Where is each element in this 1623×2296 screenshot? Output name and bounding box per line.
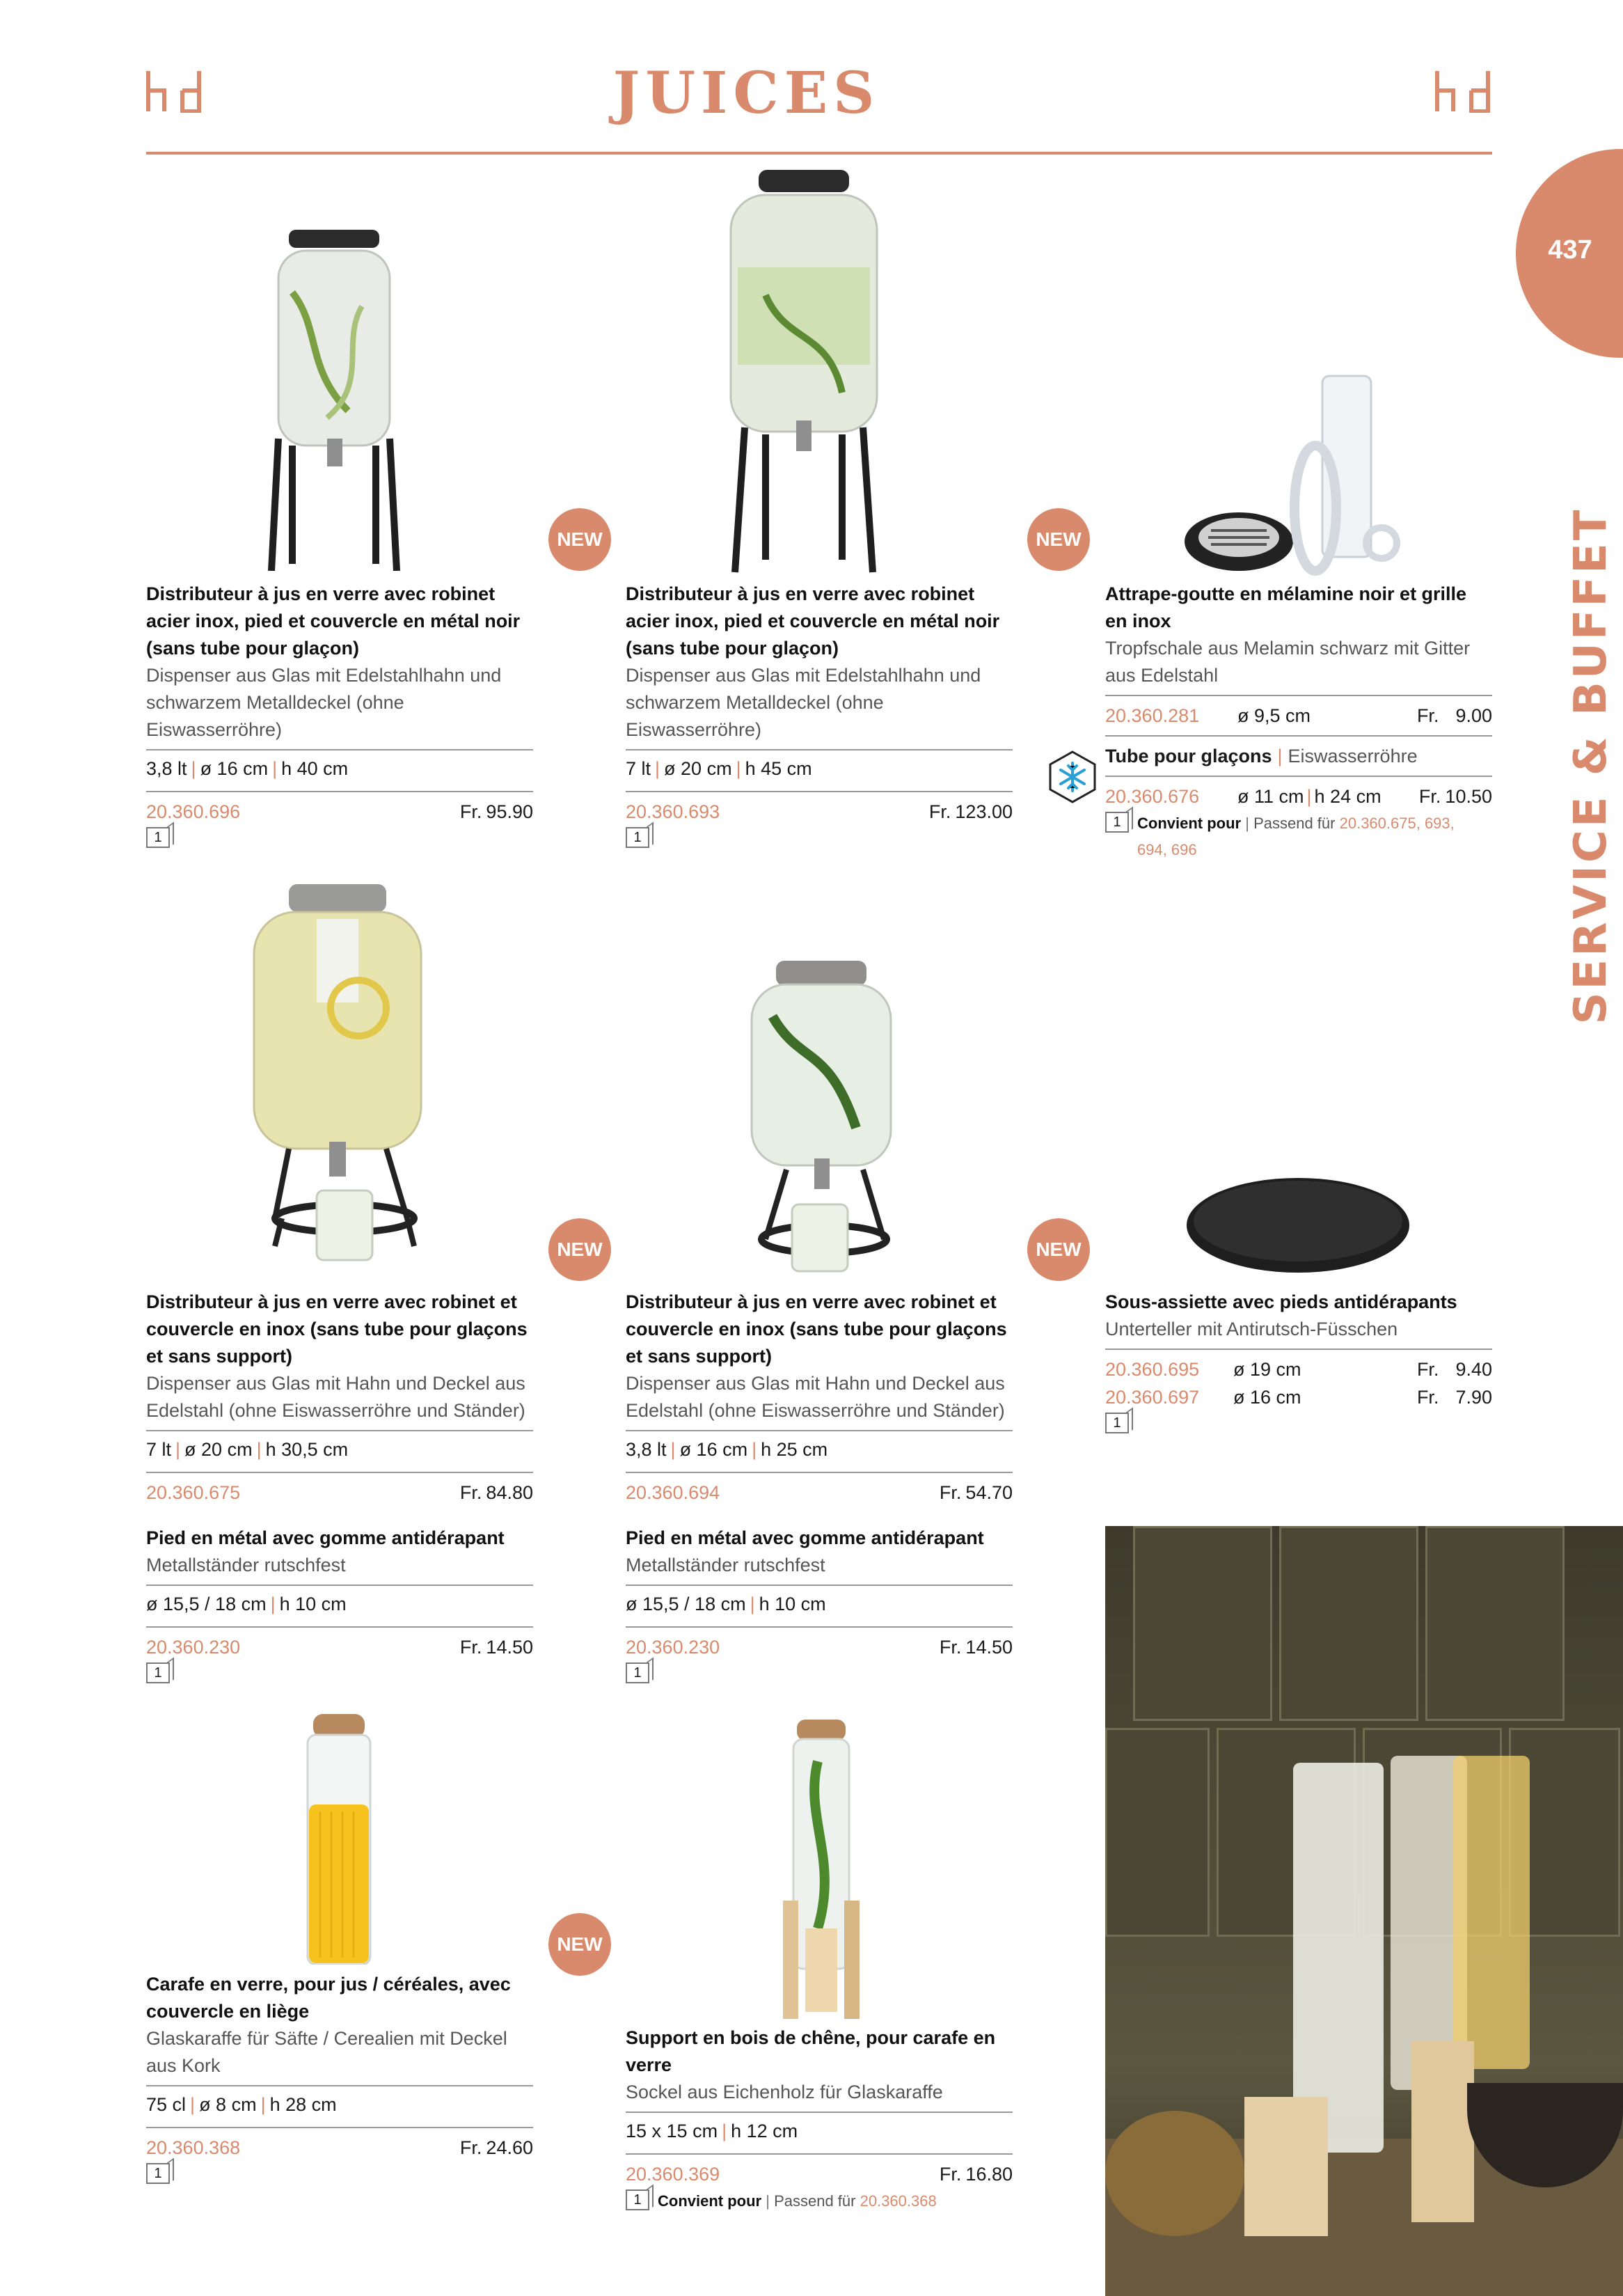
pack-qty-icon: 1 bbox=[626, 1662, 649, 1683]
product-oak-stand bbox=[626, 2024, 1013, 2215]
product-title-de: Sockel aus Eichenholz für Glaskaraffe bbox=[626, 2082, 943, 2102]
product-dispenser-3-8l-inox bbox=[626, 1289, 1013, 1683]
page-number: 437 bbox=[1548, 235, 1592, 265]
stand-price-row: 20.360.230 Fr. 14.50 bbox=[146, 1626, 533, 1661]
article-number: 20.360.694 bbox=[626, 1482, 720, 1503]
new-badge-2: NEW bbox=[1027, 508, 1090, 571]
price: 123.00 bbox=[955, 801, 1013, 822]
compatibility-note: 1 Convient pour | Passend für 20.360.368 bbox=[626, 2188, 1013, 2215]
lifestyle-photo bbox=[1105, 1526, 1623, 2296]
product-spec: 3,8 lt | ø 16 cm | h 25 cm bbox=[626, 1430, 1013, 1466]
price-row: 20.360.696 Fr. 95.90 bbox=[146, 791, 533, 826]
dimension: ø 9,5 cm bbox=[1237, 705, 1311, 726]
article-number: 20.360.693 bbox=[626, 801, 720, 822]
price: 95.90 bbox=[486, 801, 533, 822]
price-row-2: 20.360.697 ø 16 cm Fr. 7.90 bbox=[1105, 1383, 1492, 1411]
article-number: 20.360.676 bbox=[1105, 786, 1200, 807]
product-title-de: Tropfschale aus Melamin schwarz mit Gitter aus Edelstahl bbox=[1105, 638, 1471, 686]
product-title-fr: Attrape-goutte en mélamine noir et grille en inox bbox=[1105, 583, 1467, 631]
product-title-de: Dispenser aus Glas mit Hahn und Deckel aus Edelstahl (ohne Eiswasserröhre und Ständer) bbox=[146, 1373, 525, 1421]
brand-logo-right bbox=[1435, 70, 1492, 113]
price-row-1: 20.360.695 ø 19 cm Fr. 9.40 bbox=[1105, 1348, 1492, 1383]
pack-qty-icon: 1 bbox=[626, 2189, 649, 2210]
product-title-fr: Carafe en verre, pour jus / céréales, avec couvercle en liège bbox=[146, 1974, 511, 2022]
price-row: 20.360.675 Fr. 84.80 bbox=[146, 1472, 533, 1507]
pack-qty-icon: 1 bbox=[146, 827, 170, 848]
price: 84.80 bbox=[486, 1482, 533, 1503]
header-rule bbox=[146, 152, 1492, 155]
tube-price-row: 20.360.676 ø 11 cm | h 24 cm Fr. 10.50 bbox=[1105, 776, 1492, 810]
product-title-de: Glaskaraffe für Säfte / Cerealien mit Deckel aus Kork bbox=[146, 2028, 507, 2076]
product-drip-tray bbox=[1105, 581, 1492, 863]
stand-title-fr: Pied en métal avec gomme antidérapant bbox=[146, 1527, 505, 1548]
product-title-fr: Support en bois de chêne, pour carafe en verre bbox=[626, 2027, 996, 2075]
stand-title-de: Metallständer rutschfest bbox=[626, 1555, 825, 1575]
product-title-fr: Distributeur à jus en verre avec robinet et couvercle en inox (sans tube pour glaçons et sans support) bbox=[146, 1291, 528, 1367]
dimension: ø 11 cm | h 24 cm bbox=[1237, 786, 1381, 807]
dimension: ø 16 cm bbox=[1233, 1387, 1301, 1408]
price: 10.50 bbox=[1445, 786, 1492, 807]
product-dispenser-7l-inox bbox=[146, 1289, 533, 1683]
compatibility-note: 1 Convient pour | Passend für 20.360.675, 693, 694, 696 bbox=[1105, 810, 1492, 863]
pack-qty-icon: 1 bbox=[146, 2163, 170, 2184]
new-badge-5: NEW bbox=[548, 1913, 611, 1976]
price: 14.50 bbox=[965, 1637, 1013, 1658]
oak-stand-carafe-image bbox=[762, 1720, 880, 2019]
page-title: JUICES bbox=[612, 60, 880, 127]
new-badge-3: NEW bbox=[548, 1218, 611, 1281]
article-number: 20.360.368 bbox=[146, 2137, 241, 2158]
dispenser-7l-inox-image bbox=[247, 884, 428, 1288]
stand-title-fr: Pied en métal avec gomme antidérapant bbox=[626, 1527, 984, 1548]
stand-price-row: 20.360.230 Fr. 14.50 bbox=[626, 1626, 1013, 1661]
article-number: 20.360.230 bbox=[146, 1637, 241, 1658]
price-row: 20.360.281 ø 9,5 cm Fr. 9.00 bbox=[1105, 695, 1492, 730]
product-title-fr: Distributeur à jus en verre avec robinet et couvercle en inox (sans tube pour glaçons et sans support) bbox=[626, 1291, 1007, 1367]
pack-qty-icon: 1 bbox=[1105, 812, 1129, 833]
product-underplate bbox=[1105, 1289, 1492, 1433]
new-badge-4: NEW bbox=[1027, 1218, 1090, 1281]
product-title-de: Dispenser aus Glas mit Hahn und Deckel aus Edelstahl (ohne Eiswasserröhre und Ständer) bbox=[626, 1373, 1005, 1421]
product-title-fr: Sous-assiette avec pieds antidérapants bbox=[1105, 1291, 1457, 1312]
article-number: 20.360.696 bbox=[146, 801, 241, 822]
dispenser-3-8l-inox-image bbox=[745, 961, 898, 1274]
product-title-de: Dispenser aus Glas mit Edelstahlhahn und schwarzem Metalldeckel (ohne Eiswasserröhre) bbox=[146, 665, 502, 740]
dispenser-3-8l-black-image bbox=[264, 230, 404, 571]
underplate-image bbox=[1183, 1170, 1413, 1274]
pack-qty-icon: 1 bbox=[1105, 1413, 1129, 1433]
snowflake-icon bbox=[1048, 750, 1097, 803]
new-badge-1: NEW bbox=[548, 508, 611, 571]
price: 9.40 bbox=[1455, 1359, 1492, 1380]
price: 54.70 bbox=[965, 1482, 1013, 1503]
price: 14.50 bbox=[486, 1637, 533, 1658]
dispenser-7l-black-image bbox=[724, 170, 884, 574]
product-title-de: Unterteller mit Antirutsch-Füsschen bbox=[1105, 1319, 1398, 1339]
price: 24.60 bbox=[486, 2137, 533, 2158]
drip-tray-and-tube-image bbox=[1183, 369, 1406, 578]
pack-qty-icon: 1 bbox=[146, 1662, 170, 1683]
product-title-fr: Distributeur à jus en verre avec robinet acier inox, pied et couvercle en métal noir (sans tube pour glaçon) bbox=[626, 583, 1000, 659]
price: 7.90 bbox=[1455, 1387, 1492, 1408]
product-dispenser-3-8l-black bbox=[146, 581, 533, 848]
price-row: 20.360.693 Fr. 123.00 bbox=[626, 791, 1013, 826]
price-row: 20.360.369 Fr. 16.80 bbox=[626, 2153, 1013, 2188]
product-title-de: Dispenser aus Glas mit Edelstahlhahn und schwarzem Metalldeckel (ohne Eiswasserröhre) bbox=[626, 665, 981, 740]
section-side-label: SERVICE & BUFFET bbox=[1565, 507, 1617, 1025]
product-dispenser-7l-black bbox=[626, 581, 1013, 848]
product-spec: 7 lt | ø 20 cm | h 30,5 cm bbox=[146, 1430, 533, 1466]
article-number: 20.360.230 bbox=[626, 1637, 720, 1658]
product-spec: 3,8 lt | ø 16 cm | h 40 cm bbox=[146, 749, 533, 785]
product-spec: 15 x 15 cm | h 12 cm bbox=[626, 2112, 1013, 2148]
price-row: 20.360.694 Fr. 54.70 bbox=[626, 1472, 1013, 1507]
glass-carafe-image bbox=[301, 1714, 377, 1965]
article-number: 20.360.281 bbox=[1105, 705, 1200, 726]
article-number: 20.360.369 bbox=[626, 2164, 720, 2185]
price: 9.00 bbox=[1455, 705, 1492, 726]
price-row: 20.360.368 Fr. 24.60 bbox=[146, 2127, 533, 2162]
article-number: 20.360.675 bbox=[146, 1482, 241, 1503]
dimension: ø 19 cm bbox=[1233, 1359, 1301, 1380]
price: 16.80 bbox=[965, 2164, 1013, 2185]
stand-title-de: Metallständer rutschfest bbox=[146, 1555, 346, 1575]
pack-qty-icon: 1 bbox=[626, 827, 649, 848]
product-glass-carafe bbox=[146, 1971, 533, 2184]
product-title-fr: Distributeur à jus en verre avec robinet acier inox, pied et couvercle en métal noir (sans tube pour glaçon) bbox=[146, 583, 521, 659]
product-spec: 7 lt | ø 20 cm | h 45 cm bbox=[626, 749, 1013, 785]
article-number: 20.360.695 bbox=[1105, 1359, 1200, 1380]
stand-spec: ø 15,5 / 18 cm | h 10 cm bbox=[146, 1585, 533, 1621]
product-spec: 75 cl | ø 8 cm | h 28 cm bbox=[146, 2085, 533, 2121]
tube-title: Tube pour glaçons | Eiswasserröhre bbox=[1105, 735, 1492, 770]
stand-spec: ø 15,5 / 18 cm | h 10 cm bbox=[626, 1585, 1013, 1621]
article-number: 20.360.697 bbox=[1105, 1387, 1200, 1408]
